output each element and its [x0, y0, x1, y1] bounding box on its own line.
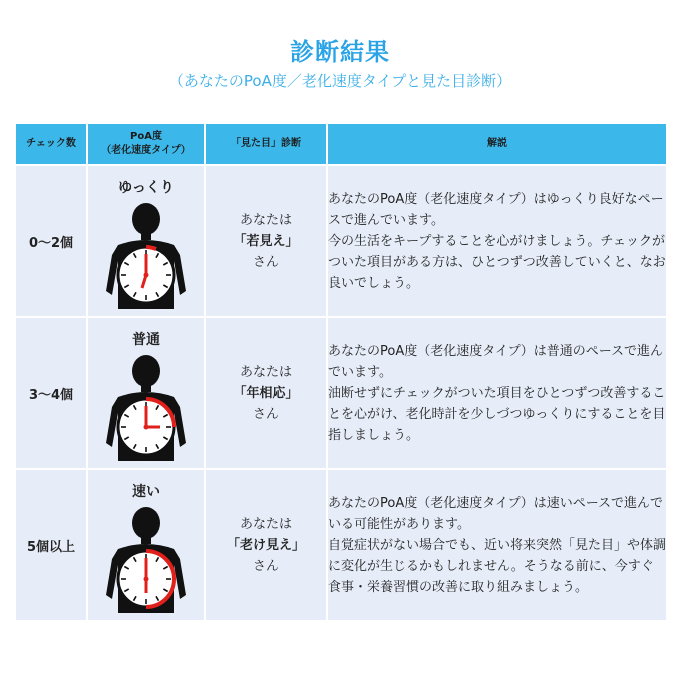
- description: [327, 469, 667, 621]
- header-poa-line1: PoA度: [130, 131, 162, 142]
- look-prefix: あなたは: [239, 212, 292, 228]
- table-header-row: [15, 123, 667, 165]
- header-desc: 解説: [327, 123, 667, 165]
- description-line: あなたのPoA度（老化速度タイプ）は普通のペースで進んでいます。: [328, 343, 664, 380]
- look-diagnosis: [205, 165, 327, 317]
- page-subtitle: （あなたのPoA度／老化速度タイプと見た目診断）: [168, 72, 512, 90]
- header-poa-line2: （老化速度タイプ）: [101, 145, 191, 156]
- poa-cell: [87, 317, 205, 469]
- header-look: 「見た目」診断: [205, 123, 327, 165]
- description: [327, 165, 667, 317]
- look-suffix: さん: [252, 558, 279, 574]
- look-prefix: あなたは: [239, 516, 292, 532]
- result-table: [14, 122, 668, 622]
- header-poa: [87, 123, 205, 165]
- look-prefix: あなたは: [239, 364, 292, 380]
- page-title: 診断結果: [290, 38, 390, 66]
- header-count: チェック数: [15, 123, 87, 165]
- look-suffix: さん: [252, 406, 279, 422]
- look-type: 「年相応」: [233, 385, 299, 401]
- table-row: [15, 317, 667, 469]
- check-count: 3〜4個: [15, 317, 87, 469]
- description-line: あなたのPoA度（老化速度タイプ）は速いペースで進んでいる可能性があります。: [328, 495, 664, 532]
- description-line: 自覚症状がない場合でも、近い将来突然「見た目」や体調に変化が生じるかもしれません。そうなる前に、今すぐ食事・栄養習慣の改善に取り組みましょう。: [328, 537, 667, 595]
- check-count: 0〜2個: [15, 165, 87, 317]
- table-row: [15, 469, 667, 621]
- table-row: [15, 165, 667, 317]
- poa-cell: [87, 469, 205, 621]
- description-line: あなたのPoA度（老化速度タイプ）はゆっくり良好なペースで進んでいます。: [328, 191, 664, 228]
- speed-label: 普通: [132, 332, 160, 348]
- poa-cell: [87, 165, 205, 317]
- description-line: 今の生活をキープすることを心がけましょう。チェックがついた項目がある方は、ひとつずつ改善していくと、なお良いでしょう。: [328, 233, 666, 291]
- look-type: 「若見え」: [233, 233, 299, 249]
- description: [327, 317, 667, 469]
- look-diagnosis: [205, 317, 327, 469]
- person-clock-icon: [98, 503, 194, 613]
- person-clock-icon: [98, 351, 194, 461]
- speed-label: ゆっくり: [118, 180, 174, 196]
- look-type: 「老け見え」: [226, 537, 305, 553]
- check-count: 5個以上: [15, 469, 87, 621]
- look-diagnosis: [205, 469, 327, 621]
- speed-label: 速い: [132, 484, 160, 500]
- description-line: 油断せずにチェックがついた項目をひとつずつ改善することを心がけ、老化時計を少しづつゆっくりにすることを目指しましょう。: [328, 385, 666, 443]
- look-suffix: さん: [252, 254, 279, 270]
- person-clock-icon: [98, 199, 194, 309]
